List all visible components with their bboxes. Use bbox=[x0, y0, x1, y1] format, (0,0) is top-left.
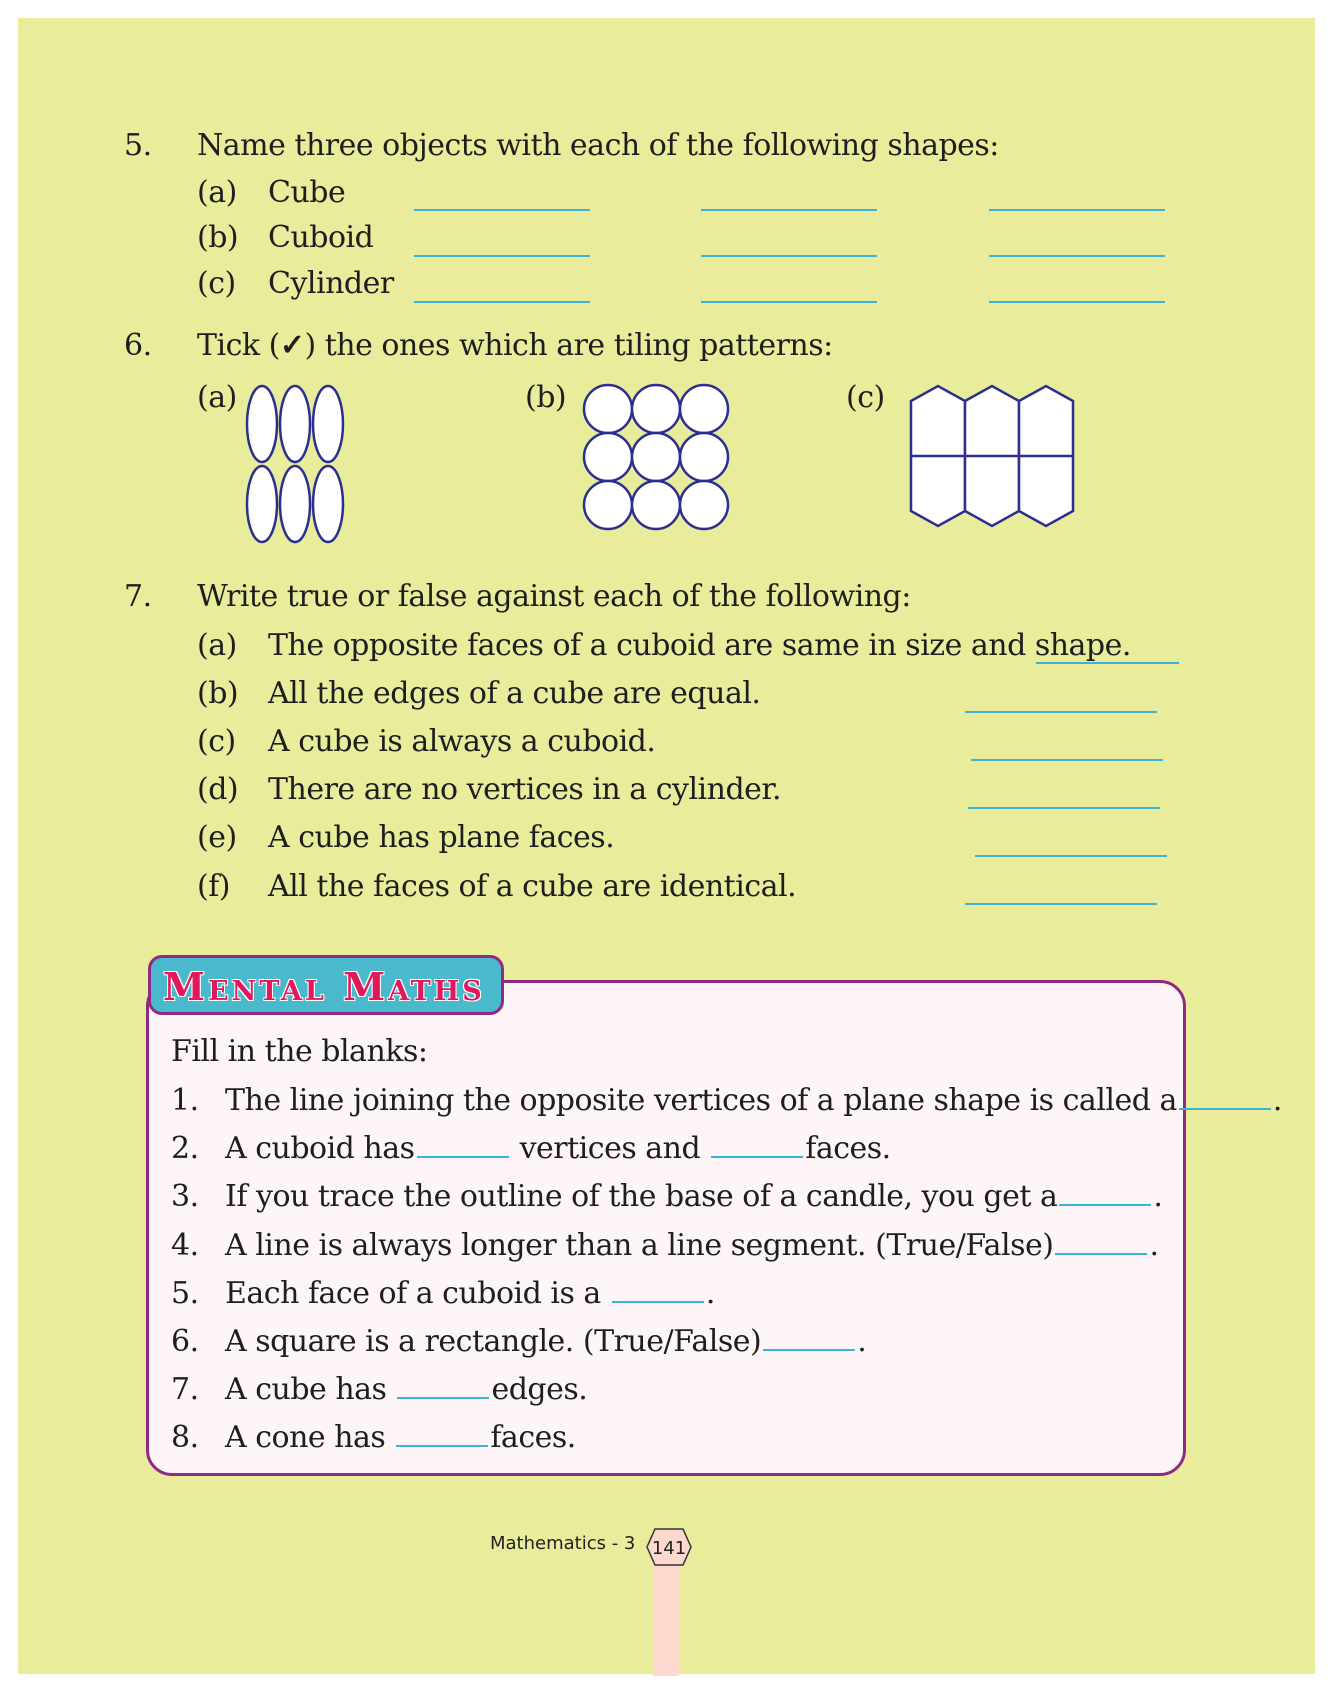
mm-item-3-end: . bbox=[1153, 1179, 1163, 1214]
mm-item-2-end: faces. bbox=[805, 1131, 891, 1166]
circle-shape bbox=[632, 433, 680, 481]
q7-statement-e: A cube has plane faces. bbox=[268, 820, 615, 855]
q5-number: 5. bbox=[124, 128, 152, 163]
hexagon-pattern[interactable] bbox=[910, 385, 1076, 529]
q6-label-a: (a) bbox=[197, 380, 237, 415]
circle-shape bbox=[680, 433, 728, 481]
mm-number-5: 5. bbox=[171, 1276, 199, 1311]
q7-b-blank[interactable] bbox=[965, 711, 1157, 713]
mm-instruction: Fill in the blanks: bbox=[171, 1034, 428, 1069]
mm-3-blank[interactable] bbox=[1059, 1180, 1151, 1206]
mental-maths-tab bbox=[148, 955, 504, 1015]
circle-pattern[interactable] bbox=[583, 384, 731, 532]
q7-e-blank[interactable] bbox=[975, 855, 1167, 857]
mm-item-5 bbox=[225, 1276, 715, 1312]
q5-item-cylinder: Cylinder bbox=[268, 266, 394, 301]
circle-shape bbox=[584, 481, 632, 529]
q5-label-c: (c) bbox=[197, 266, 236, 301]
q5-b-blank-2[interactable] bbox=[701, 255, 877, 257]
mm-item-8-end: faces. bbox=[490, 1420, 576, 1455]
q7-statement-d: There are no vertices in a cylinder. bbox=[268, 772, 782, 807]
mm-number-8: 8. bbox=[171, 1420, 199, 1455]
mm-1-blank[interactable] bbox=[1179, 1084, 1271, 1110]
ellipse-shape bbox=[313, 466, 343, 542]
ellipse-shape bbox=[280, 466, 310, 542]
mental-maths-title: Mental Maths bbox=[163, 964, 485, 1009]
q7-f-blank[interactable] bbox=[965, 903, 1157, 905]
ellipse-shape bbox=[280, 386, 310, 462]
mm-4-blank[interactable] bbox=[1055, 1229, 1147, 1255]
q6-text-before: Tick ( bbox=[197, 328, 280, 363]
mm-item-4-text: A line is always longer than a line segment. (True/False) bbox=[225, 1228, 1054, 1263]
mm-item-7-end: edges. bbox=[491, 1372, 588, 1407]
mm-item-1-text: The line joining the opposite vertices of a plane shape is called a bbox=[225, 1083, 1177, 1118]
circle-shape bbox=[632, 481, 680, 529]
q7-d-blank[interactable] bbox=[968, 807, 1160, 809]
q5-text: Name three objects with each of the following shapes: bbox=[197, 128, 999, 163]
ellipse-shape bbox=[313, 386, 343, 462]
q7-label-e: (e) bbox=[197, 820, 237, 855]
q7-statement-c: A cube is always a cuboid. bbox=[268, 724, 656, 759]
circle-shape bbox=[584, 433, 632, 481]
q7-a-blank[interactable] bbox=[1036, 662, 1179, 664]
q6-text bbox=[197, 328, 833, 364]
ellipse-shape bbox=[247, 386, 277, 462]
mm-5-blank[interactable] bbox=[612, 1277, 704, 1303]
mm-item-7 bbox=[225, 1372, 587, 1408]
page-number-badge bbox=[645, 1527, 693, 1567]
q7-label-b: (b) bbox=[197, 676, 239, 711]
ellipse-shape bbox=[247, 466, 277, 542]
mm-item-2 bbox=[225, 1131, 891, 1167]
q5-item-cube: Cube bbox=[268, 175, 346, 210]
mm-item-5-end: . bbox=[705, 1276, 715, 1311]
q5-a-blank-1[interactable] bbox=[414, 209, 590, 211]
mm-item-4 bbox=[225, 1228, 1159, 1264]
mm-item-8 bbox=[225, 1420, 576, 1456]
mm-item-4-end: . bbox=[1149, 1228, 1159, 1263]
circle-shape bbox=[680, 481, 728, 529]
mm-item-8-text: A cone has bbox=[225, 1420, 386, 1455]
mm-2-blank-vertices[interactable] bbox=[417, 1132, 509, 1158]
mm-8-blank[interactable] bbox=[396, 1421, 488, 1447]
q5-c-blank-1[interactable] bbox=[414, 301, 590, 303]
q5-a-blank-3[interactable] bbox=[989, 209, 1165, 211]
mm-6-blank[interactable] bbox=[763, 1325, 855, 1351]
ellipse-pattern[interactable] bbox=[244, 384, 348, 544]
q6-text-after: ) the ones which are tiling patterns: bbox=[304, 328, 833, 363]
q7-statement-b: All the edges of a cube are equal. bbox=[268, 676, 761, 711]
mm-number-4: 4. bbox=[171, 1228, 199, 1263]
q5-item-cuboid: Cuboid bbox=[268, 220, 374, 255]
mm-item-2-text: A cuboid has bbox=[225, 1131, 415, 1166]
q7-text: Write true or false against each of the following: bbox=[197, 579, 911, 614]
mm-item-1 bbox=[225, 1083, 1282, 1119]
q5-c-blank-3[interactable] bbox=[989, 301, 1165, 303]
q5-label-b: (b) bbox=[197, 220, 239, 255]
q7-label-d: (d) bbox=[197, 772, 239, 807]
page-number: 141 bbox=[651, 1538, 687, 1559]
mm-item-3 bbox=[225, 1179, 1162, 1215]
mm-number-1: 1. bbox=[171, 1083, 199, 1118]
q7-label-a: (a) bbox=[197, 628, 237, 663]
check-mark-icon: ✓ bbox=[279, 328, 305, 363]
mm-2-blank-faces[interactable] bbox=[711, 1132, 803, 1158]
q5-c-blank-2[interactable] bbox=[701, 301, 877, 303]
q7-statement-a: The opposite faces of a cuboid are same in size and shape. bbox=[268, 628, 1131, 663]
q6-label-c: (c) bbox=[846, 380, 885, 415]
q5-b-blank-1[interactable] bbox=[414, 255, 590, 257]
mm-item-6 bbox=[225, 1324, 866, 1360]
q5-a-blank-2[interactable] bbox=[701, 209, 877, 211]
mm-item-1-end: . bbox=[1272, 1083, 1282, 1118]
mm-item-6-end: . bbox=[857, 1324, 867, 1359]
q7-statement-f: All the faces of a cube are identical. bbox=[268, 869, 797, 904]
mm-7-blank[interactable] bbox=[397, 1373, 489, 1399]
mm-item-5-text: Each face of a cuboid is a bbox=[225, 1276, 601, 1311]
q6-label-b: (b) bbox=[525, 380, 567, 415]
mm-number-2: 2. bbox=[171, 1131, 199, 1166]
q5-b-blank-3[interactable] bbox=[989, 255, 1165, 257]
mm-number-3: 3. bbox=[171, 1179, 199, 1214]
page-tab-stem bbox=[653, 1560, 679, 1676]
mm-item-7-text: A cube has bbox=[225, 1372, 387, 1407]
q7-label-f: (f) bbox=[197, 869, 231, 904]
q6-number: 6. bbox=[124, 328, 152, 363]
footer-subject: Mathematics - 3 bbox=[490, 1533, 636, 1554]
q7-number: 7. bbox=[124, 579, 152, 614]
circle-shape bbox=[632, 385, 680, 433]
mm-number-6: 6. bbox=[171, 1324, 199, 1359]
mm-item-3-text: If you trace the outline of the base of a candle, you get a bbox=[225, 1179, 1058, 1214]
circle-shape bbox=[584, 385, 632, 433]
q7-label-c: (c) bbox=[197, 724, 236, 759]
mm-item-2-mid: vertices and bbox=[519, 1131, 701, 1166]
q7-c-blank[interactable] bbox=[971, 759, 1163, 761]
q5-label-a: (a) bbox=[197, 175, 237, 210]
mm-number-7: 7. bbox=[171, 1372, 199, 1407]
mm-item-6-text: A square is a rectangle. (True/False) bbox=[225, 1324, 762, 1359]
circle-shape bbox=[680, 385, 728, 433]
